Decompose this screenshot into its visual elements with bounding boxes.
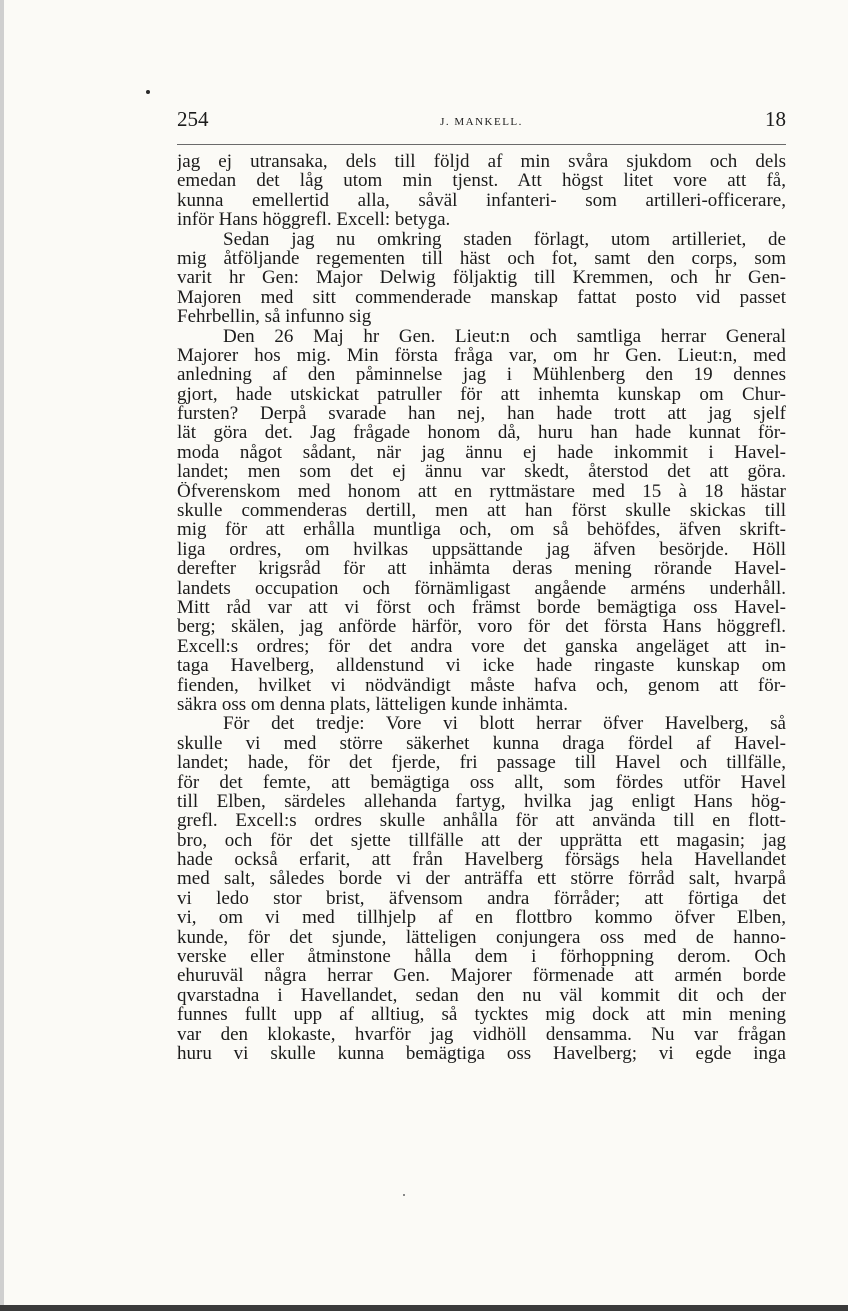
text-line: lät göra det. Jag frågade honom då, huru han hade kunnat för- — [177, 423, 786, 443]
text-line: varit hr Gen: Major Delwig följaktig till Kremmen, och hr Gen- — [177, 268, 786, 288]
text-line: med salt, således borde vi der anträffa ett större förråd salt, hvarpå — [177, 869, 786, 889]
text-line: landet; hade, för det fjerde, fri passage till Havel och tillfälle, — [177, 753, 786, 773]
text-line: derefter krigsråd för att inhämta deras mening rörande Havel- — [177, 559, 786, 579]
text-line: för det femte, att bemägtiga oss allt, som fördes utför Havel — [177, 772, 786, 792]
text-line: Mitt råd var att vi först och främst borde bemägtiga oss Havel- — [177, 597, 786, 618]
text-line: mig åtföljande regementen till häst och fot, samt den corps, som — [177, 248, 786, 269]
text-line: huru vi skulle kunna bemägtiga oss Havelberg; vi egde inga — [177, 1043, 786, 1064]
signature-mark: 18 — [765, 107, 786, 131]
text-line: skulle commenderas dertill, men att han först skulle skickas till — [177, 501, 786, 521]
text-line: fursten? Derpå svarade han nej, han hade trott att jag sjelf — [177, 404, 786, 424]
page-bottom-edge — [0, 1305, 848, 1311]
text-line: Majorer hos mig. Min första fråga var, om hr Gen. Lieut:n, med — [177, 345, 786, 366]
text-line: Majoren med sitt commenderade manskap fattat posto vid passet — [177, 287, 786, 308]
text-line: hade också erfarit, att från Havelberg försägs hela Havellandet — [177, 850, 786, 870]
text-line: moda något sådant, när jag ännu ej hade inkommit i Havel- — [177, 442, 786, 463]
text-line: Excell:s ordres; för det andra vore det ganska angeläget att in- — [177, 636, 786, 657]
text-line: taga Havelberg, alldenstund vi icke hade ringaste kunskap om — [177, 656, 786, 676]
text-line: fienden, hvilket vi nödvändigt måste hafva och, genom att för- — [177, 675, 786, 695]
text-line: qvarstadna i Havellandet, sedan den nu väl kommit dit och der — [177, 985, 786, 1006]
ink-dot — [146, 90, 150, 94]
running-head: J. MANKELL. — [440, 116, 523, 128]
text-line: anledning af den påminnelse jag i Mühlenberg den 19 dennes — [177, 365, 786, 385]
text-line: till Elben, särdeles allehanda fartyg, hvilka jag enligt Hans hög- — [177, 791, 786, 812]
text-line: landets occupation och förnämligast angående arméns underhåll. — [177, 578, 786, 598]
text-line: kunde, för det sjunde, lätteligen conjungera oss med de hanno- — [177, 927, 786, 948]
text-line: berg; skälen, jag anförde härför, voro för det första Hans höggrefl. — [177, 617, 786, 637]
text-line: vi, om vi med tillhjelp af en flottbro kommo öfver Elben, — [177, 908, 786, 928]
text-line: För det tredje: Vore vi blott herrar öfver Havelberg, så — [223, 714, 786, 734]
text-line: ehuruväl några herrar Gen. Majorer förmenade att armén borde — [177, 966, 786, 986]
text-line: inför Hans höggrefl. Excell: betyga. — [177, 210, 451, 230]
page-number: 254 — [177, 107, 209, 131]
page-edge — [0, 0, 4, 1311]
text-line: landet; men som det ej ännu var skedt, återstod det att göra. — [177, 462, 786, 482]
text-line: jag ej utransaka, dels till följd af min svåra sjukdom och dels — [177, 152, 786, 172]
text-line: grefl. Excell:s ordres skulle anhålla för att använda till en flott- — [177, 811, 786, 831]
text-line: var den klokaste, hvarför jag vidhöll densamma. Nu var frågan — [177, 1024, 786, 1044]
text-line: verske eller åtminstone hålla dem i förhoppning derom. Och — [177, 947, 786, 967]
text-line: liga ordres, om hvilkas uppsättande jag äfven besörjde. Höll — [177, 539, 786, 560]
text-line: mig för att erhålla muntliga och, om så behöfdes, äfven skrift- — [177, 520, 786, 540]
text-line: vi ledo stor brist, äfvensom andra förråder; att förtiga det — [177, 888, 786, 909]
text-line: Den 26 Maj hr Gen. Lieut:n och samtliga herrar General — [223, 326, 786, 346]
text-line: säkra oss om denna plats, lätteligen kunde inhämta. — [177, 694, 568, 715]
text-line: gjort, hade utskickat patruller för att inhemta kunskap om Chur- — [177, 384, 786, 405]
page-header — [177, 107, 786, 137]
text-line: Sedan jag nu omkring staden förlagt, utom artilleriet, de — [223, 229, 786, 249]
header-rule — [177, 144, 786, 145]
text-line: kunna emellertid alla, såväl infanteri- som artilleri-officerare, — [177, 190, 786, 211]
body-text — [177, 152, 786, 1063]
text-line: Öfverenskom med honom att en ryttmästare med 15 à 18 hästar — [177, 481, 786, 502]
text-line: skulle vi med större säkerhet kunna draga fördel af Havel- — [177, 733, 786, 754]
text-line: funnes fullt upp af alltiug, så tycktes mig dock att min mening — [177, 1005, 786, 1025]
paper-speck — [403, 1194, 405, 1196]
text-line: Fehrbellin, så infunno sig — [177, 307, 372, 327]
text-line: bro, och för det sjette tillfälle att der upprätta ett magasin; jag — [177, 830, 786, 851]
text-line: emedan det låg utom min tjenst. Att högst litet vore att få, — [177, 171, 786, 191]
